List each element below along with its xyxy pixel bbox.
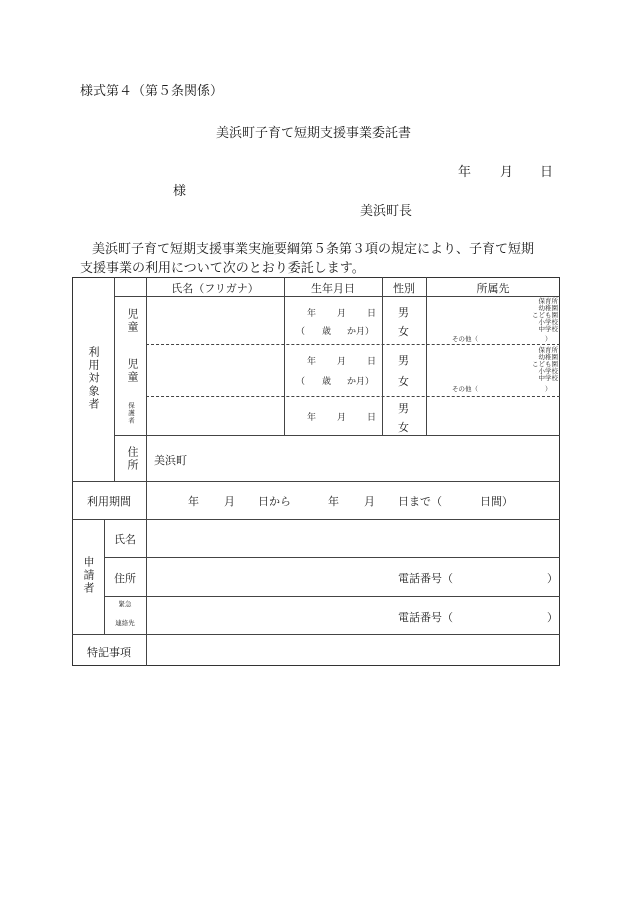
period-until: 日まで（	[398, 495, 442, 508]
period-end-month: 月	[364, 495, 375, 508]
affiliation-kindergarten: 幼稚園	[538, 304, 558, 312]
affiliation-junior-high: 中学校	[538, 374, 558, 382]
issuer-name: 美浜町長	[360, 204, 413, 219]
child1-birth-day: 日	[367, 309, 377, 319]
child2-affiliation-list[interactable]	[486, 347, 558, 382]
affiliation-nursery: 保育所	[538, 297, 558, 305]
child1-birth-year: 年	[307, 309, 317, 319]
address-value[interactable]: 美浜町	[154, 454, 187, 467]
applicant-address-bottom	[104, 596, 560, 597]
guardian-birth-day: 日	[367, 413, 377, 423]
child2-age-years: 歳	[322, 377, 332, 387]
child2-affiliation-other-close: ）	[545, 385, 552, 393]
affiliation-elementary: 小学校	[538, 318, 558, 326]
affiliation-junior-high: 中学校	[538, 325, 558, 333]
child2-age-months: か月）	[347, 377, 375, 387]
emergency-label-2: 連絡先	[115, 619, 135, 627]
affiliation-kodomoen: こども園	[532, 360, 558, 368]
child1-female[interactable]: 女	[398, 325, 409, 338]
period-start-year: 年	[188, 495, 199, 508]
child2-birth-month: 月	[337, 357, 347, 367]
guardian-birth-year: 年	[307, 413, 317, 423]
period-col-line	[146, 481, 147, 519]
child2-age-open: （	[296, 377, 306, 387]
birth-col-line	[382, 277, 383, 435]
row-label-address: 住所	[126, 446, 139, 472]
header-row-line	[114, 296, 560, 297]
addressee-suffix: 様	[173, 184, 187, 199]
row-label-child-1: 児童	[126, 308, 139, 334]
document-title: 美浜町子育て短期支援事業委託書	[216, 126, 412, 141]
col-header-name: 氏名（フリガナ）	[171, 282, 259, 295]
name-col-line	[284, 277, 285, 435]
body-text-line1: 美浜町子育て短期支援事業実施要綱第５条第３項の規定により、子育て短期	[92, 242, 535, 257]
col-header-gender: 性別	[393, 282, 415, 295]
date-month-label: 月	[500, 165, 514, 180]
child1-age-open: （	[296, 327, 306, 337]
target-label-col-line	[114, 277, 115, 481]
section-label-target: 利用対象者	[87, 346, 100, 411]
applicant-name-bottom	[104, 557, 560, 558]
section-label-applicant: 申請者	[82, 556, 95, 595]
affiliation-elementary: 小学校	[538, 367, 558, 375]
child1-male[interactable]: 男	[398, 306, 409, 319]
date-year-label: 年	[458, 165, 472, 180]
guardian-row-line	[114, 435, 560, 436]
affiliation-kodomoen: こども園	[532, 311, 558, 319]
date-day-label: 日	[540, 165, 554, 180]
notes-label: 特記事項	[87, 646, 131, 659]
period-from: 日から	[258, 495, 291, 508]
guardian-birth-month: 月	[337, 413, 347, 423]
row-label-col-line	[146, 277, 147, 481]
child1-age-months: か月）	[347, 327, 375, 337]
period-days: 日間）	[480, 495, 513, 508]
applicant-phone-label: 電話番号（	[398, 572, 453, 585]
child2-birth-year: 年	[307, 357, 317, 367]
child2-male[interactable]: 男	[398, 354, 409, 367]
col-header-affiliation: 所属先	[476, 282, 510, 295]
child-row-divider-1	[146, 344, 560, 345]
applicant-name-label: 氏名	[114, 533, 136, 546]
emergency-label-1: 緊急	[118, 600, 132, 608]
period-end-year: 年	[328, 495, 339, 508]
affiliation-kindergarten: 幼稚園	[538, 353, 558, 361]
period-start-month: 月	[224, 495, 235, 508]
emergency-phone-label: 電話番号（	[398, 611, 453, 624]
applicant-address-label: 住所	[114, 572, 136, 585]
child1-birth-month: 月	[337, 309, 347, 319]
applicant-value-col-line	[146, 519, 147, 666]
applicant-phone-close: ）	[547, 572, 558, 585]
child1-affiliation-other[interactable]: その他（	[452, 335, 478, 343]
child2-female[interactable]: 女	[398, 375, 409, 388]
child1-affiliation-list[interactable]	[486, 298, 558, 333]
child2-affiliation-other[interactable]: その他（	[452, 385, 478, 393]
child-row-divider-2	[146, 396, 560, 397]
child2-birth-day: 日	[367, 357, 377, 367]
child1-age-years: 歳	[322, 327, 332, 337]
form-number: 様式第４（第５条関係）	[80, 84, 224, 99]
child1-affiliation-other-close: ）	[545, 335, 552, 343]
guardian-male[interactable]: 男	[398, 402, 409, 415]
gender-col-line	[426, 277, 427, 435]
row-label-guardian: 保護者	[127, 402, 135, 425]
emergency-phone-close: ）	[547, 611, 558, 624]
body-text-line2: 支援事業の利用について次のとおり委託します。	[80, 261, 365, 276]
period-label: 利用期間	[87, 495, 131, 508]
guardian-female[interactable]: 女	[398, 421, 409, 434]
col-header-birth: 生年月日	[311, 282, 355, 295]
row-label-child-2: 児童	[126, 358, 139, 384]
affiliation-nursery: 保育所	[538, 346, 558, 354]
